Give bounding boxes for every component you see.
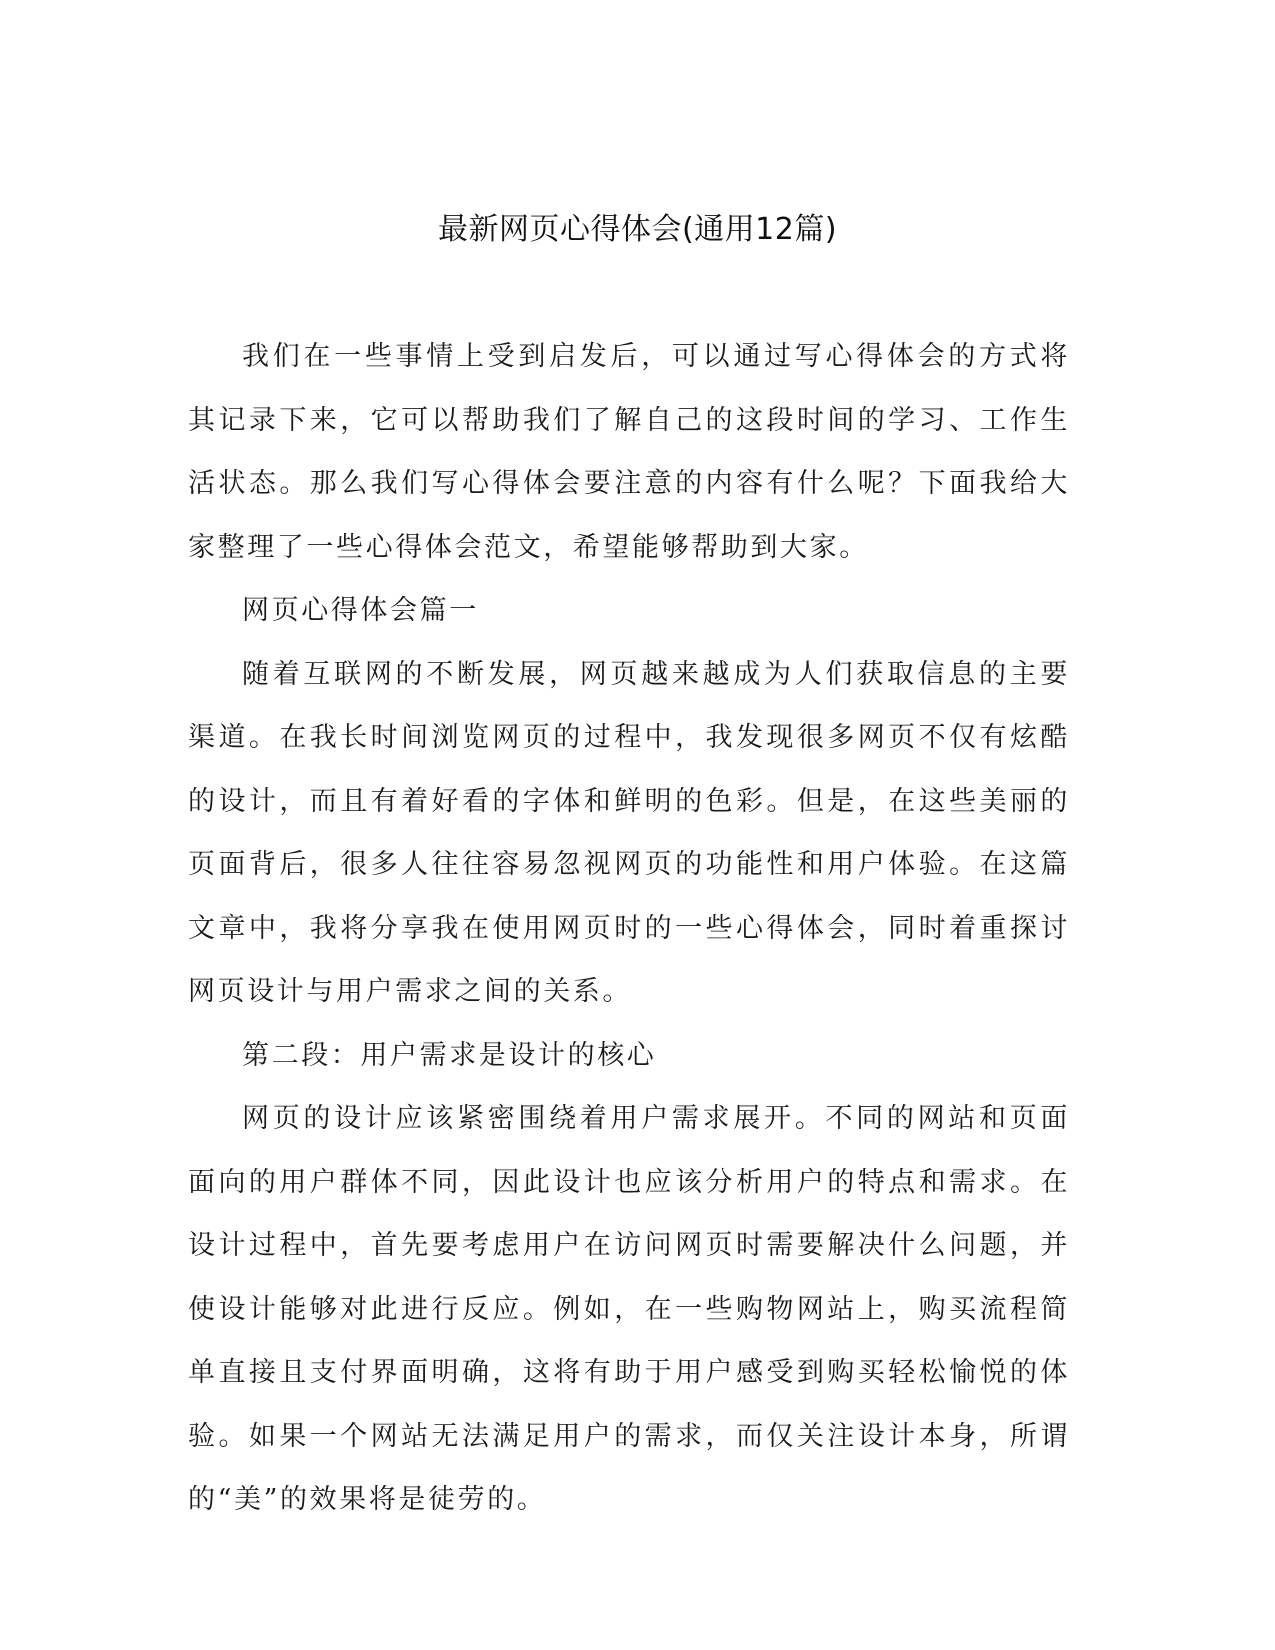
document-title: 最新网页心得体会(通用12篇) <box>437 212 838 247</box>
body-paragraph-2: 网页的设计应该紧密围绕着用户需求展开。不同的网站和页面面向的用户群体不同，因此设计也应该分析用户的特点和需求。在设计过程中，首先要考虑用户在访问网页时需要解决什么问题，并使设计能够对此进行反应。例如，在一些购物网站上，购买流程简单直接且支付界面明确，这将有助于用户感受到购买轻松愉悦的体验。如果一个网站无法满足用户的需求，而仅关注设计本身，所谓的“美”的效果将是徒劳的。 <box>188 1103 1070 1515</box>
document-body <box>188 325 1070 1532</box>
intro-paragraph: 我们在一些事情上受到启发后，可以通过写心得体会的方式将其记录下来，它可以帮助我们了解自己的这段时间的学习、工作生活状态。那么我们写心得体会要注意的内容有什么呢？下面我给大家整理了一些心得体会范文，希望能够帮助到大家。 <box>188 341 1070 563</box>
section-heading-2: 第二段：用户需求是设计的核心 <box>242 1039 657 1071</box>
section-heading-1: 网页心得体会篇一 <box>242 595 479 626</box>
body-paragraph-1: 随着互联网的不断发展，网页越来越成为人们获取信息的主要渠道。在我长时间浏览网页的过程中，我发现很多网页不仅有炫酷的设计，而且有着好看的字体和鲜明的色彩。但是，在这些美丽的页面背后，很多人往往容易忽视网页的功能性和用户体验。在这篇文章中，我将分享我在使用网页时的一些心得体会，同时着重探讨网页设计与用户需求之间的关系。 <box>188 658 1070 1007</box>
